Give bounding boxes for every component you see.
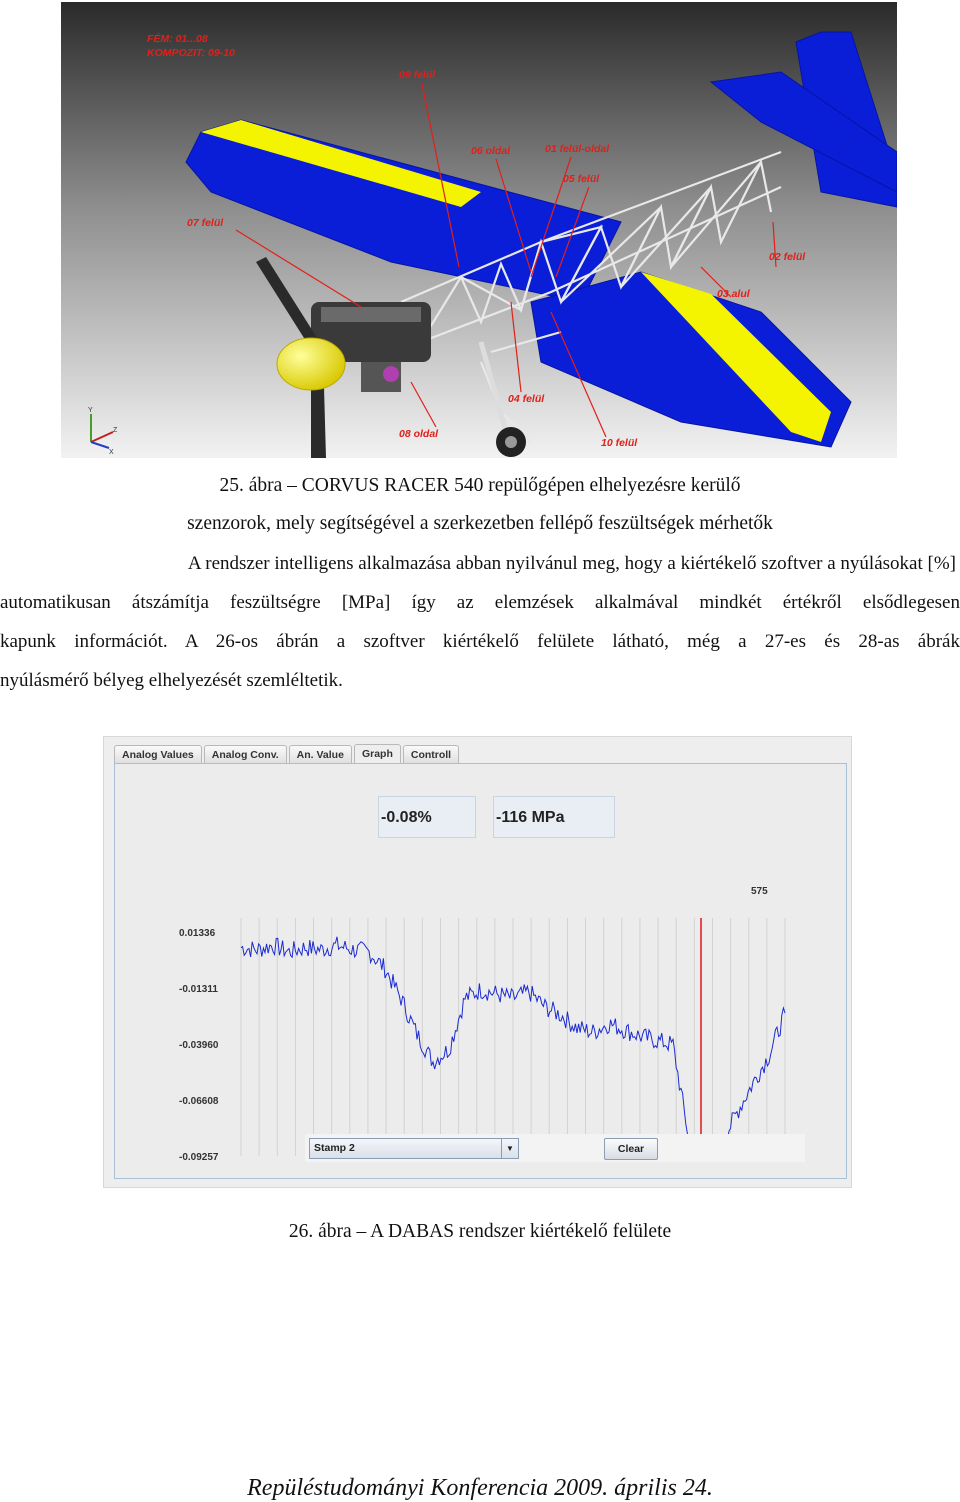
strain-graph [115,764,846,1178]
clear-button[interactable]: Clear [604,1138,658,1160]
aircraft-render [61,2,897,458]
tab-controll[interactable]: Controll [403,745,459,764]
stamp-select[interactable] [309,1138,519,1159]
y-tick-label: -0.06608 [179,1095,219,1107]
stamp-select-value: Stamp 2 [314,1142,355,1154]
sensor-label-03: 03 alul [717,288,750,300]
aircraft-sensor-figure [61,2,897,458]
sensor-label-06: 06 oldal [471,145,511,157]
tab-an-value[interactable]: An. Value [289,745,352,764]
y-tick-label: -0.09257 [179,1152,219,1163]
sensor-label-01: 01 felül-oldal [545,143,610,155]
material-legend-composite: KOMPOZIT: 09-10 [147,47,235,59]
dabas-software-screenshot [103,736,852,1188]
material-legend-metal: FÉM: 01...08 [147,33,208,45]
paragraph-line: A rendszer intelligens alkalmazása abban nyilvánul meg, hogy a kiértékelő szoftver a nyúlásokat [%] [187,553,956,574]
y-tick-label: 0.01336 [179,928,216,939]
sensor-label-04: 04 felül [508,393,545,405]
graph-panel [114,763,847,1179]
y-tick-label: -0.03960 [179,1039,219,1051]
time-marker-label: 575 [751,886,768,897]
svg-text:X: X [109,449,114,456]
y-tick-label: -0.01311 [179,983,218,995]
tab-graph[interactable]: Graph [354,744,401,765]
sensor-label-07: 07 felül [187,217,224,229]
sensor-label-08: 08 oldal [399,428,439,440]
chevron-down-icon[interactable]: ▼ [501,1139,518,1158]
figure25-caption-line2: szenzorok, mely segítségével a szerkezetben fellépő feszültségek mérhetők [187,513,773,534]
sensor-label-09: 09 felül [399,69,436,81]
paragraph-line: automatikusan átszámítja feszültségre [MPa] így az elemzések alkalmával mindkét értékről elsődlegesen [0,592,960,613]
svg-text:Z: Z [113,427,118,434]
tab-analog-conv[interactable]: Analog Conv. [204,745,287,764]
stress-readout: -116 MPa [493,796,615,838]
y-axis-labels [179,928,219,1163]
sensor-label-05: 05 felül [563,173,600,185]
figure26-caption: 26. ábra – A DABAS rendszer kiértékelő felülete [288,1221,672,1242]
sensor-label-02: 02 felül [769,251,806,263]
tab-analog-values[interactable]: Analog Values [114,745,202,764]
graph-grid [241,918,785,1156]
svg-text:Y: Y [88,407,93,414]
strain-readout: -0.08% [378,796,476,838]
page-footer: Repüléstudományi Konferencia 2009. április 24. [247,1475,713,1501]
figure25-caption-line1: 25. ábra – CORVUS RACER 540 repülőgépen elhelyezésre kerülő [219,475,741,496]
paragraph-line: kapunk információt. A 26-os ábrán a szoftver kiértékelő felülete látható, még a 27-es és 28-as ábrák [0,631,960,652]
sensor-label-10: 10 felül [601,437,638,449]
tab-bar [114,745,461,765]
paragraph-line: nyúlásmérő bélyeg elhelyezését szemléltetik. [0,670,343,691]
